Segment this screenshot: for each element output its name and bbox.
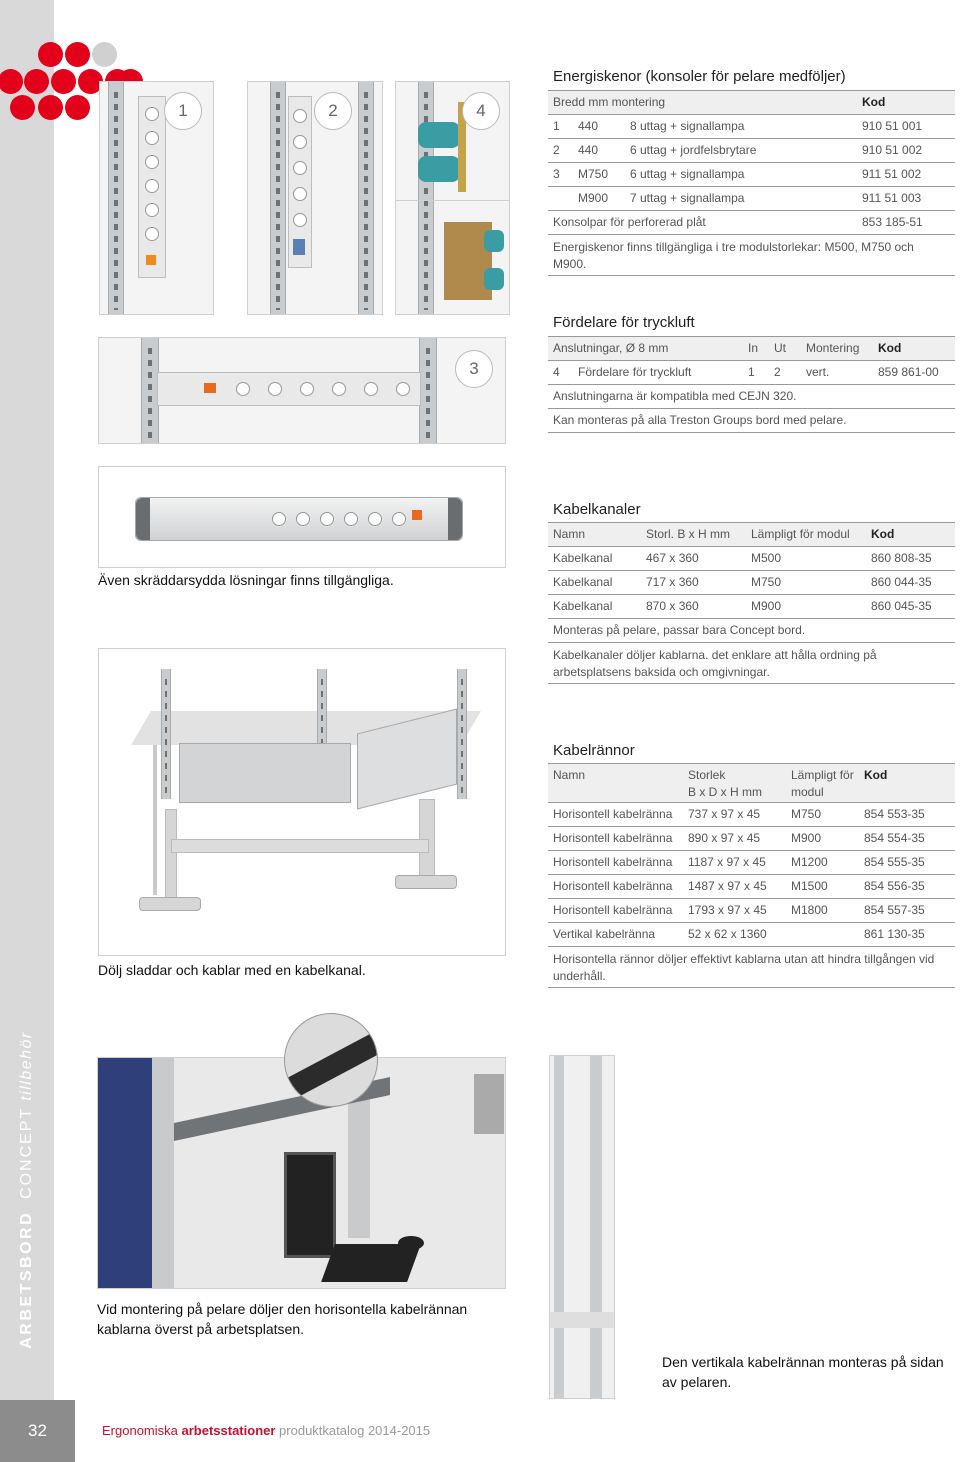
cell-kod: 854 557-35	[864, 903, 925, 917]
page-number-box	[0, 1400, 75, 1462]
table-row	[548, 803, 955, 827]
cell-nr: 4	[553, 365, 560, 379]
header-kod: Kod	[864, 768, 888, 782]
pillar	[457, 669, 467, 799]
footer-part2: arbetsstationer	[181, 1423, 276, 1438]
zoom-detail-circle	[284, 1013, 378, 1107]
desk-crossbar	[171, 839, 429, 853]
header-montering: Montering	[806, 341, 860, 355]
logo-dot	[51, 69, 76, 94]
table-row	[548, 827, 955, 851]
cell-storlek: 1187 x 97 x 45	[688, 855, 766, 869]
mouse	[398, 1236, 424, 1250]
header-kod: Kod	[862, 95, 886, 109]
photo-custom-solution	[98, 466, 506, 568]
socket	[364, 382, 378, 396]
caption-vertikal: Den vertikala kabelrännan monteras på sidan av pelaren.	[662, 1354, 944, 1390]
cell-kod: 853 185-51	[862, 215, 923, 229]
cell-nr: 3	[553, 167, 560, 181]
cable-channel-panel	[179, 743, 351, 803]
power-strip	[157, 372, 421, 406]
header-modul-2: modul	[791, 785, 824, 799]
coupling	[484, 230, 504, 252]
table-header	[548, 91, 955, 115]
sidebar-label	[18, 1031, 36, 1349]
socket	[236, 382, 250, 396]
photo-kabelkanal-desk	[98, 648, 506, 956]
socket	[320, 512, 334, 526]
kabelkanaler-note2: Kabelkanaler döljer kablarna. det enklare att hålla ordning på arbetsplatsens baksida och omgivningar.	[553, 648, 877, 679]
cell-kod: 861 130-35	[864, 927, 925, 941]
table-header	[548, 523, 955, 547]
sidebar-label-part3: tillbehör	[18, 1031, 35, 1101]
cell-storlek: 52 x 62 x 1360	[688, 927, 767, 941]
photo-fordelare-4	[395, 81, 510, 315]
pillar	[108, 82, 124, 314]
cell-kod: 860 045-35	[871, 599, 932, 613]
table-row	[548, 595, 955, 619]
socket	[332, 382, 346, 396]
cell-storl: 870 x 360	[646, 599, 699, 613]
socket	[300, 382, 314, 396]
cell-size: 440	[578, 119, 599, 133]
cell-namn: Horisontell kabelränna	[553, 831, 673, 845]
header-ut: Ut	[774, 341, 786, 355]
socket	[145, 179, 159, 193]
pillar	[554, 1056, 564, 1398]
cell-kod: 854 556-35	[864, 879, 925, 893]
header-kod: Kod	[878, 341, 902, 355]
cell-namn: Horisontell kabelränna	[553, 879, 673, 893]
desk-foot	[395, 875, 457, 889]
cell-desc: 6 uttag + jordfelsbrytare	[630, 143, 757, 157]
cell-modul: M1500	[791, 879, 828, 893]
socket	[145, 203, 159, 217]
cell-storlek: 890 x 97 x 45	[688, 831, 761, 845]
table-row	[548, 571, 955, 595]
background-monitor	[474, 1074, 504, 1134]
socket	[293, 213, 307, 227]
cell-size: M900	[578, 191, 609, 205]
kabelkanaler-note1: Monteras på pelare, passar bara Concept bord.	[553, 623, 806, 637]
header-anslutningar: Anslutningar, Ø 8 mm	[553, 341, 669, 355]
cell-in: 1	[748, 365, 755, 379]
socket	[296, 512, 310, 526]
cell-kod: 860 044-35	[871, 575, 932, 589]
table-note-row	[548, 385, 955, 409]
table-note-row	[548, 947, 955, 988]
logo-dot	[38, 42, 63, 67]
power-strip	[288, 96, 312, 268]
cell-namn: Kabelkanal	[553, 551, 613, 565]
logo-dot	[65, 42, 90, 67]
socket	[293, 187, 307, 201]
cell-size: M750	[578, 167, 609, 181]
cell-storlek: 1793 x 97 x 45	[688, 903, 767, 917]
power-strip	[138, 96, 166, 278]
logo-dot	[38, 95, 63, 120]
cell-modul: M500	[751, 551, 782, 565]
header-storl: Storl. B x H mm	[646, 527, 731, 541]
photo-number-2: 2	[314, 92, 352, 130]
socket	[368, 512, 382, 526]
socket	[396, 382, 410, 396]
photo-energiskena-1	[99, 81, 214, 315]
signal-lamp	[146, 255, 156, 265]
table-row	[548, 187, 955, 211]
footer-part1: Ergonomiska	[102, 1423, 178, 1438]
end-cap	[448, 498, 462, 540]
cell-modul: M900	[791, 831, 822, 845]
cell-montering: vert.	[806, 365, 830, 379]
socket	[268, 382, 282, 396]
divider	[396, 200, 509, 201]
photo-number-4: 4	[462, 92, 500, 130]
cell-desc: 8 uttag + signallampa	[630, 119, 745, 133]
table-row	[548, 875, 955, 899]
pillar	[358, 82, 374, 314]
fordelare-note1: Anslutningarna är kompatibla med CEJN 320.	[553, 389, 797, 403]
header-in: In	[748, 341, 759, 355]
logo-dot	[24, 69, 49, 94]
cell-storlek: 1487 x 97 x 45	[688, 879, 767, 893]
cell-nr: 2	[553, 143, 560, 157]
cell-modul: M1800	[791, 903, 828, 917]
cell-namn: Kabelkanal	[553, 599, 613, 613]
cell-namn: Horisontell kabelränna	[553, 855, 673, 869]
cell-desc: 7 uttag + signallampa	[630, 191, 745, 205]
kabelrannor-title: Kabelrännor	[553, 742, 635, 759]
caption-horisontell: Vid montering på pelare döljer den horisontella kabelrännan kablarna överst på arbetsplatsen.	[97, 1301, 468, 1337]
signal-lamp	[412, 510, 422, 520]
pillar	[161, 669, 171, 799]
footer	[102, 1423, 430, 1438]
kabelrannor-note: Horisontella rännor döljer effektivt kablarna utan att hindra tillgången vid underhåll.	[553, 952, 935, 983]
desk-foot	[139, 897, 201, 911]
cell-nr: 1	[553, 119, 560, 133]
keyboard	[321, 1244, 421, 1282]
header-modul: Lämpligt för modul	[751, 527, 850, 541]
table-row	[548, 547, 955, 571]
logo-dot	[65, 95, 90, 120]
header-kod: Kod	[871, 527, 895, 541]
cell-desc: 6 uttag + signallampa	[630, 167, 745, 181]
cell-namn: Kabelkanal	[553, 575, 613, 589]
vertical-cable-tray	[590, 1056, 602, 1398]
kabelkanaler-title: Kabelkanaler	[553, 501, 641, 518]
cell-namn: Horisontell kabelränna	[553, 807, 673, 821]
caption-custom-solution: Även skräddarsydda lösningar finns tillgängliga.	[98, 572, 394, 588]
cell-kod: 911 51 002	[862, 167, 922, 181]
table-header	[548, 764, 955, 803]
brush-strip	[284, 1027, 378, 1103]
cell-ut: 2	[774, 365, 781, 379]
desk-frame-leg	[165, 809, 177, 911]
fordelare-title: Fördelare för tryckluft	[553, 314, 695, 331]
header-modul: Lämpligt för	[791, 768, 854, 782]
breaker-switch	[293, 239, 305, 255]
cell-size: 440	[578, 143, 599, 157]
table-row	[548, 163, 955, 187]
photo-vertikal-kabelranna	[549, 1055, 615, 1399]
cell-storlek: 737 x 97 x 45	[688, 807, 761, 821]
cell-storl: 717 x 360	[646, 575, 699, 589]
fordelare-table	[548, 336, 955, 433]
coupling	[418, 122, 460, 148]
pillar	[418, 82, 434, 314]
photo-energiskena-2	[247, 81, 383, 315]
cell-kod: 854 555-35	[864, 855, 925, 869]
coupling	[484, 268, 504, 290]
socket	[145, 131, 159, 145]
logo-dot	[10, 95, 35, 120]
cell-kod: 860 808-35	[871, 551, 932, 565]
footer-part3: produktkatalog 2014-2015	[279, 1423, 431, 1438]
photo-number-1: 1	[164, 92, 202, 130]
cell-storl: 467 x 360	[646, 551, 699, 565]
table-note-row	[548, 235, 955, 276]
socket	[145, 155, 159, 169]
energiskenor-table	[548, 90, 955, 276]
power-strip-custom	[135, 497, 463, 541]
table-row-konsol	[548, 211, 955, 235]
sidebar-label-part2: CONCEPT	[18, 1106, 35, 1199]
cell-namn: Horisontell kabelränna	[553, 903, 673, 917]
caption-kabelkanal: Dölj sladdar och kablar med en kabelkanal.	[98, 962, 366, 978]
table-header	[548, 337, 955, 361]
header-storlek-unit: B x D x H mm	[688, 785, 762, 799]
socket	[293, 161, 307, 175]
pillar	[270, 82, 286, 314]
photo-energiskena-3	[98, 337, 506, 444]
table-row	[548, 923, 955, 947]
table-row	[548, 899, 955, 923]
cell-modul: M1200	[791, 855, 828, 869]
socket	[272, 512, 286, 526]
coupling	[418, 156, 460, 182]
table-note-row	[548, 643, 955, 684]
energiskenor-title: Energiskenor (konsoler för pelare medföljer)	[553, 68, 846, 85]
table-row	[548, 361, 955, 385]
kabelrannor-table	[548, 763, 955, 988]
wall-panel	[98, 1058, 152, 1288]
table-row	[548, 851, 955, 875]
pillar	[152, 1058, 174, 1288]
table-note-row	[548, 409, 955, 433]
header-namn: Namn	[553, 527, 586, 541]
cell-modul: M900	[751, 599, 782, 613]
socket	[145, 107, 159, 121]
signal-lamp	[204, 383, 216, 393]
fordelare-note2: Kan monteras på alla Treston Groups bord med pelare.	[553, 413, 847, 427]
monitor	[284, 1152, 336, 1258]
header-storlek: Storlek	[688, 768, 726, 782]
energiskenor-note: Energiskenor finns tillgängliga i tre modulstorlekar: M500, M750 och M900.	[553, 240, 914, 271]
socket	[145, 227, 159, 241]
cell-kod: 910 51 002	[862, 143, 923, 157]
socket	[293, 135, 307, 149]
socket	[293, 109, 307, 123]
sidebar	[0, 0, 54, 1400]
table-row	[548, 115, 955, 139]
end-cap	[136, 498, 150, 540]
cell-kod: 910 51 001	[862, 119, 923, 133]
cell-kod: 854 553-35	[864, 807, 925, 821]
table-note-row	[548, 619, 955, 643]
page-number: 32	[28, 1421, 47, 1440]
cell-namn: Vertikal kabelränna	[553, 927, 656, 941]
cell-kod: 859 861-00	[878, 365, 939, 379]
cell-modul: M750	[751, 575, 782, 589]
desk-leg	[153, 745, 157, 895]
photo-number-3: 3	[455, 350, 493, 388]
logo-dot	[92, 42, 117, 67]
cell-modul: M750	[791, 807, 822, 821]
pillar	[419, 338, 437, 443]
header-namn: Namn	[553, 768, 586, 782]
cell-kod: 911 51 003	[862, 191, 922, 205]
cell-desc: Konsolpar för perforerad plåt	[553, 215, 706, 229]
header-desc: Bredd mm montering	[553, 95, 666, 109]
cell-desc: Fördelare för tryckluft	[578, 365, 692, 379]
kabelkanaler-table	[548, 522, 955, 684]
desk-top	[550, 1312, 614, 1328]
sidebar-label-part1: ARBETSBORD	[18, 1210, 35, 1349]
table-row	[548, 139, 955, 163]
socket	[392, 512, 406, 526]
socket	[344, 512, 358, 526]
cell-kod: 854 554-35	[864, 831, 925, 845]
